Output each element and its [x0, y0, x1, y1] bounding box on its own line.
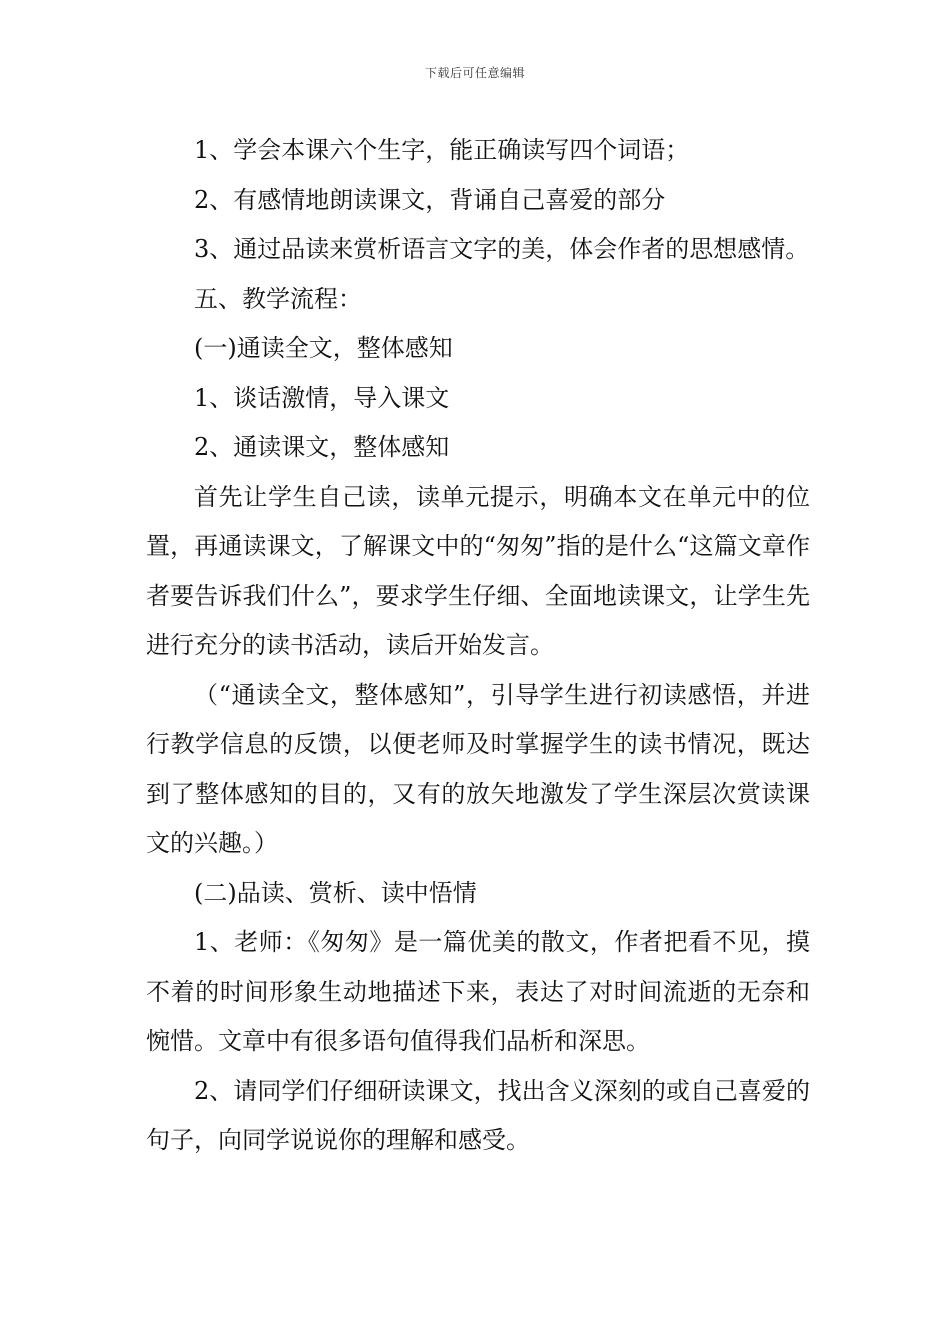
step-1: 1、谈话激情，导入课文 [194, 383, 450, 412]
teacher-paragraph: 1、老师：《匆匆》是一篇优美的散文，作者把看不见，摸不着的时间形象生动地描述下来，表达了对时间流逝的无奈和惋惜。文章中有很多语句值得我们品析和深思。 [146, 928, 810, 1055]
subsection-heading-1: (一)通读全文，整体感知 [194, 334, 453, 362]
objective-2: 2、有感情地朗读课文，背诵自己喜爱的部分 [194, 185, 666, 214]
commentary-paragraph: （“通读全文，整体感知”，引导学生进行初读感悟，并进行教学信息的反馈，以便老师及时掌握学生的读书情况，既达到了整体感知的目的，又有的放矢地激发了学生深层次赏读课文的兴趣。） [146, 680, 810, 857]
student-task-paragraph: 2、请同学们仔细研读课文，找出含义深刻的或自己喜爱的句子，向同学说说你的理解和感受。 [146, 1076, 810, 1154]
section-heading-teaching-process: 五、教学流程： [194, 284, 362, 313]
step-2: 2、通读课文，整体感知 [194, 433, 450, 461]
subsection-heading-2: (二)品读、赏析、读中悟情 [194, 878, 477, 907]
document-body [146, 126, 810, 1166]
body-paragraph: 首先让学生自己读，读单元提示，明确本文在单元中的位置，再通读课文，了解课文中的“匆匆”指的是什么“这篇文章作者要告诉我们什么”，要求学生仔细、全面地读课文，让学生先进行充分的读书活动，读后开始发言。 [146, 482, 810, 659]
objective-3: 3、通过品读来赏析语言文字的美，体会作者的思想感情。 [194, 235, 810, 263]
objective-1: 1、学会本课六个生字，能正确读写四个词语； [194, 136, 690, 164]
page-header: 下载后可任意编辑 [424, 66, 525, 80]
